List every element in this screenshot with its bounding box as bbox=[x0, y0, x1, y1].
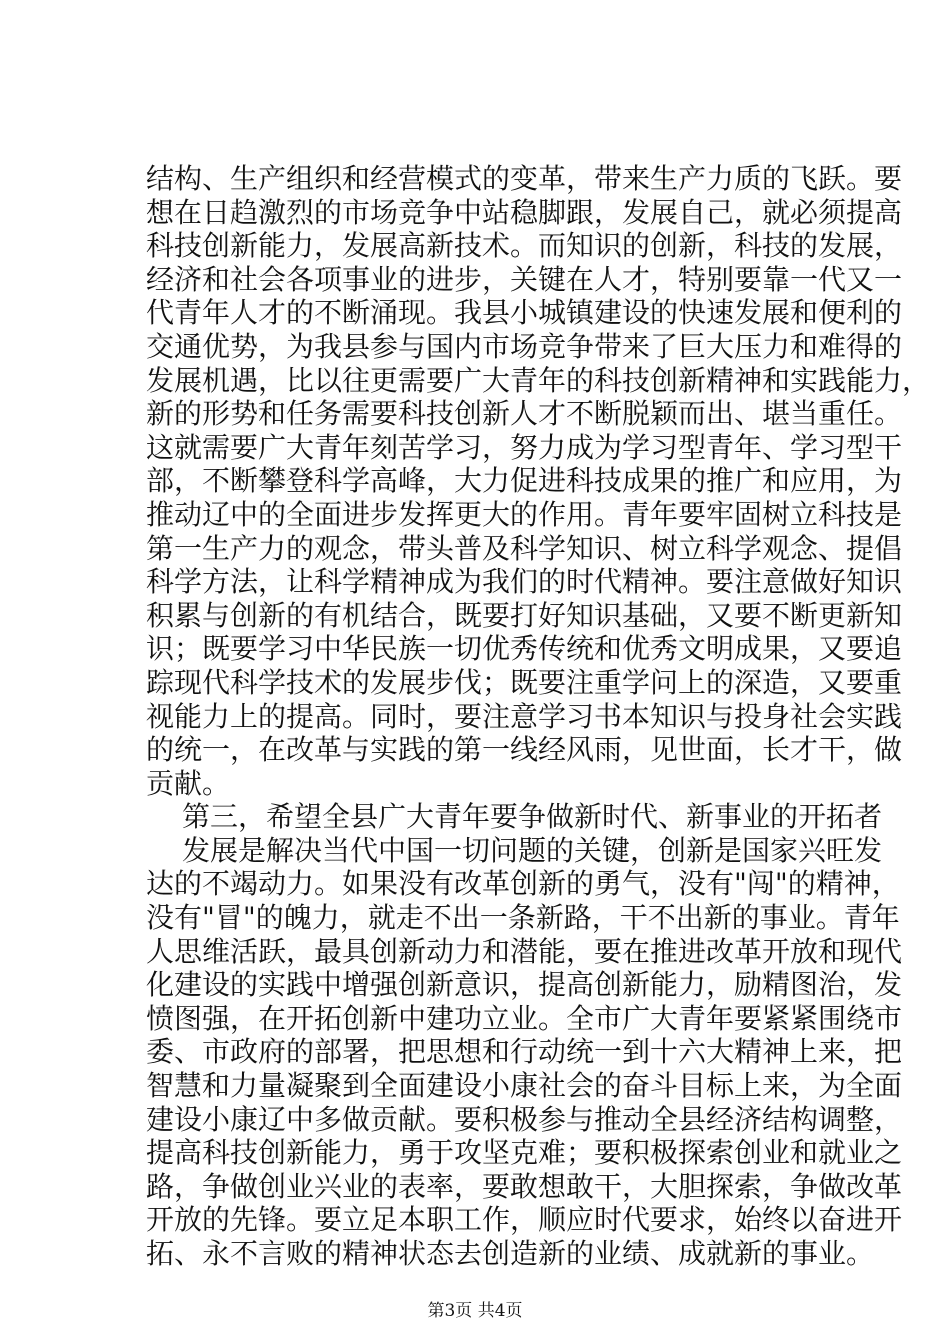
text-line: 发展机遇，比以往更需要广大青年的科技创新精神和实践能力， bbox=[146, 363, 931, 397]
text-line: 拓、永不言败的精神状态去创造新的业绩、成就新的事业。 bbox=[146, 1237, 875, 1270]
text-line: 科学方法，让科学精神成为我们的时代精神。要注意做好知识 bbox=[146, 565, 903, 599]
text-line: 建设小康辽中多做贡献。要积极参与推动全县经济结构调整， bbox=[146, 1102, 903, 1136]
text-line: 委、市政府的部署，把思想和行动统一到十六大精神上来，把 bbox=[146, 1035, 903, 1069]
page-number-footer: 第3页 共4页 bbox=[427, 1301, 523, 1321]
text-line: 代青年人才的不断涌现。我县小城镇建设的快速发展和便利的 bbox=[146, 296, 903, 330]
paragraph-1 bbox=[146, 162, 931, 800]
text-line: 识；既要学习中华民族一切优秀传统和优秀文明成果，又要追 bbox=[146, 632, 903, 666]
text-line: 视能力上的提高。同时，要注意学习书本知识与投身社会实践 bbox=[146, 699, 903, 733]
paragraph-3 bbox=[146, 833, 903, 1271]
document-body bbox=[146, 162, 931, 1271]
text-line: 达的不竭动力。如果没有改革创新的勇气，没有"闯"的精神， bbox=[146, 867, 900, 901]
text-line: 想在日趋激烈的市场竞争中站稳脚跟，发展自己，就必须提高 bbox=[146, 195, 903, 229]
text-line: 开放的先锋。要立足本职工作，顺应时代要求，始终以奋进开 bbox=[146, 1203, 903, 1237]
text-line: 化建设的实践中增强创新意识，提高创新能力，励精图治，发 bbox=[146, 968, 903, 1002]
text-line: 第三，希望全县广大青年要争做新时代、新事业的开拓者 bbox=[182, 800, 883, 834]
section-heading bbox=[146, 800, 883, 834]
text-line: 贡献。 bbox=[146, 766, 231, 800]
text-line: 智慧和力量凝聚到全面建设小康社会的奋斗目标上来，为全面 bbox=[146, 1069, 903, 1103]
text-line: 部，不断攀登科学高峰，大力促进科技成果的推广和应用，为 bbox=[146, 464, 903, 498]
text-line: 新的形势和任务需要科技创新人才不断脱颖而出、堪当重任。 bbox=[146, 397, 903, 431]
text-line: 推动辽中的全面进步发挥更大的作用。青年要牢固树立科技是 bbox=[146, 497, 903, 531]
text-line: 积累与创新的有机结合，既要打好知识基础，又要不断更新知 bbox=[146, 598, 903, 632]
text-line: 路，争做创业兴业的表率，要敢想敢干，大胆探索，争做改革 bbox=[146, 1169, 903, 1203]
text-line: 第一生产力的观念，带头普及科学知识、树立科学观念、提倡 bbox=[146, 531, 903, 565]
text-line: 交通优势，为我县参与国内市场竞争带来了巨大压力和难得的 bbox=[146, 329, 903, 363]
text-line: 这就需要广大青年刻苦学习，努力成为学习型青年、学习型干 bbox=[146, 430, 903, 464]
text-line: 经济和社会各项事业的进步，关键在人才，特别要靠一代又一 bbox=[146, 262, 903, 296]
text-line: 没有"冒"的魄力，就走不出一条新路，干不出新的事业。青年 bbox=[146, 901, 900, 935]
text-line: 发展是解决当代中国一切问题的关键，创新是国家兴旺发 bbox=[182, 833, 883, 867]
text-line: 的统一，在改革与实践的第一线经风雨，见世面，长才干，做 bbox=[146, 733, 903, 767]
text-line: 提高科技创新能力，勇于攻坚克难；要积极探索创业和就业之 bbox=[146, 1136, 903, 1170]
text-line: 结构、生产组织和经营模式的变革，带来生产力质的飞跃。要 bbox=[146, 162, 903, 195]
text-line: 人思维活跃，最具创新动力和潜能，要在推进改革开放和现代 bbox=[146, 934, 903, 968]
text-line: 踪现代科学技术的发展步伐；既要注重学问上的深造，又要重 bbox=[146, 665, 903, 699]
text-line: 愤图强，在开拓创新中建功立业。全市广大青年要紧紧围绕市 bbox=[146, 1001, 903, 1035]
text-line: 科技创新能力，发展高新技术。而知识的创新，科技的发展， bbox=[146, 229, 903, 263]
